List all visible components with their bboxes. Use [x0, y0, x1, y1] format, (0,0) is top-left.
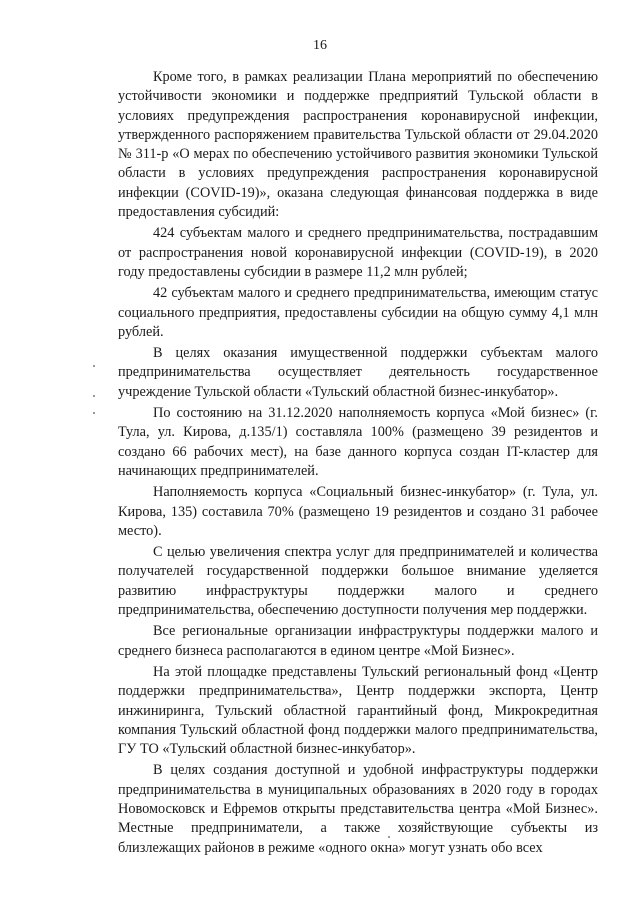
- paragraph-property-support: В целях оказания имущественной поддержки субъектам малого предпринимательства осуществляет деятельность государственное учреждение Тульской области «Тульский областной бизнес-инкубатор».: [118, 345, 598, 400]
- paragraph-social-incubator-occupancy: Наполняемость корпуса «Социальный бизнес-инкубатор» (г. Тула, ул. Кирова, 135) составила 70% (размещено 19 резидентов и создано 31 рабочее место).: [118, 484, 598, 539]
- scan-speck: [388, 836, 390, 838]
- paragraph-subsidy-social: 42 субъектам малого и среднего предпринимательства, имеющим статус социального предприятия, предоставлены субсидии на общую сумму 4,1 млн рублей.: [118, 285, 598, 340]
- paragraph-municipal-offices: В целях создания доступной и удобной инфраструктуры поддержки предпринимательства в муниципальных образованиях в 2020 году в городах Новомосковск и Ефремов открыты представительства центра «Мой Бизнес». Местные предприниматели, а также хозяйствующие субъекты из близлежащих районов в режиме «одного окна» могут узнать обо всех: [118, 762, 598, 856]
- scan-speck: [93, 395, 95, 397]
- body-text: [118, 68, 598, 860]
- page-number: 16: [313, 38, 327, 53]
- paragraph-my-business-occupancy: По состоянию на 31.12.2020 наполняемость корпуса «Мой бизнес» (г. Тула, ул. Кирова, д.135/1) составляла 100% (размещено 39 резидентов и создано 66 рабочих мест), на базе данного корпуса создан IT-кластер для начинающих предпринимателей.: [118, 405, 598, 479]
- paragraph-infrastructure-development: С целью увеличения спектра услуг для предпринимателей и количества получателей государственной поддержки большое внимание уделяется развитию инфраструктуры поддержки малого и среднего предпринимательства, обеспечению доступности получения мер поддержки.: [118, 544, 598, 619]
- paragraph-subsidy-plan: Кроме того, в рамках реализации Плана мероприятий по обеспечению устойчивости экономики и поддержке предприятий Тульской области в условиях предупреждения распространения коронавирусной инфекции, утвержденного распоряжением правительства Тульской области от 29.04.2020 № 311-р «О мерах по обеспечению устойчивого развития экономики Тульской области в условиях предупреждения распространения коронавирусной инфекции (COVID-19)», оказана следующая финансовая поддержка в виде предоставления субсидий:: [118, 69, 598, 221]
- scan-speck: [93, 412, 95, 414]
- scan-speck: [93, 365, 95, 367]
- paragraph-platform-members: На этой площадке представлены Тульский региональный фонд «Центр поддержки предпринимательства», Центр поддержки экспорта, Центр инжиниринга, Тульский областной гарантийный фонд, Микрокредитная компания Тульский областной фонд поддержки малого предпринимательства, ГУ ТО «Тульский областной бизнес-инкубатор».: [118, 663, 598, 758]
- paragraph-regional-organizations: Все региональные организации инфраструктуры поддержки малого и среднего бизнеса располагаются в едином центре «Мой Бизнес».: [118, 623, 598, 659]
- paragraph-subsidy-covid: 424 субъектам малого и среднего предпринимательства, пострадавшим от распространения новой коронавирусной инфекции (COVID-19), в 2020 году предоставлены субсидии в размере 11,2 млн рублей;: [118, 225, 598, 280]
